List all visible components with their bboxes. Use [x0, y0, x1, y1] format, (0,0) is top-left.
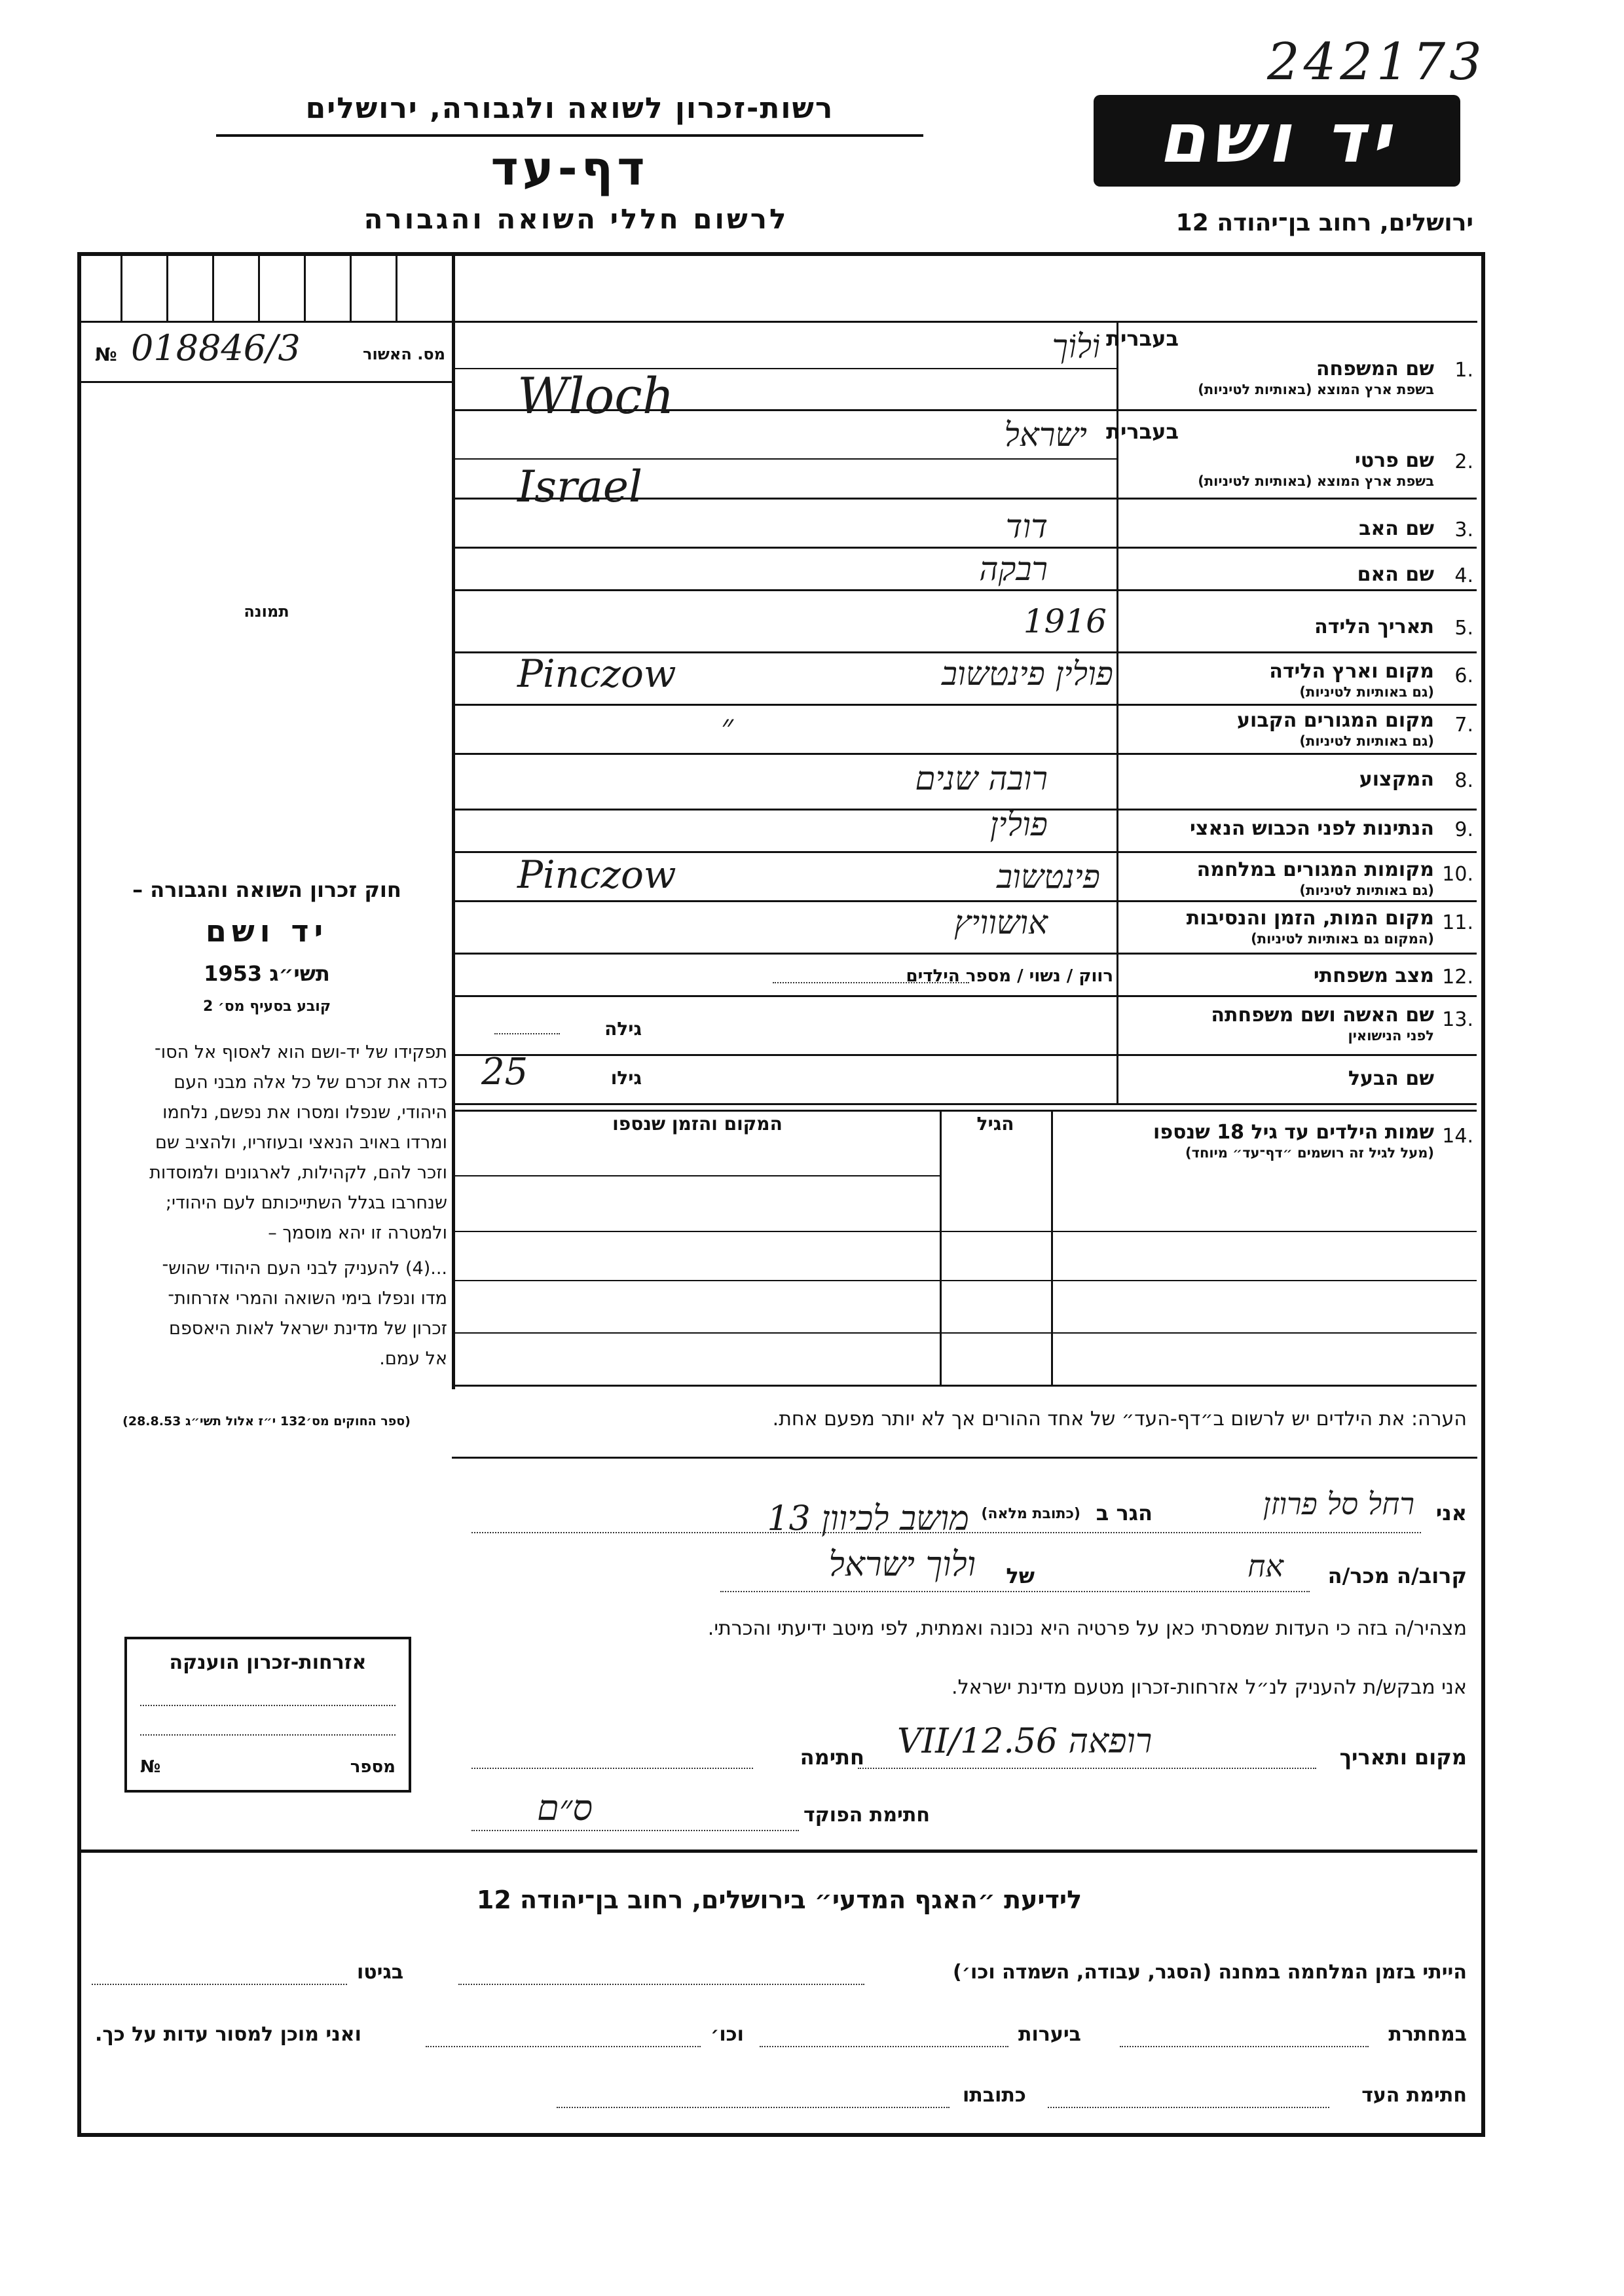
- address-dotted-line: [471, 1532, 1421, 1533]
- law-title-1: חוק זכרון השואה והגבורה –: [132, 877, 401, 902]
- children-place-header: המקום והזמן שנספו: [612, 1113, 783, 1135]
- approval-grid: [81, 256, 452, 321]
- approval-number: 018846/3: [131, 327, 301, 369]
- profession-value: רובה שנים: [915, 759, 1048, 797]
- field-label-wartime-residence: מקומות המגורים במלחמה (גם באותיות לטיניות): [1196, 858, 1434, 898]
- footer-address-dots: [557, 2107, 950, 2108]
- law-line: תפקידו של יד-ושם הוא לאסוף אל הסו־: [154, 1042, 447, 1063]
- field-label-wife-name: שם האשה ושם משפחתה לפני הנישואין: [1211, 1004, 1434, 1044]
- row-divider: [452, 1103, 1477, 1105]
- birth-place-hebrew: פולין פינטשוב: [941, 655, 1113, 693]
- children-age-header: הגיל: [976, 1113, 1014, 1135]
- row-divider: [452, 704, 1477, 706]
- form-title: דף-עד: [490, 141, 649, 196]
- law-source: (ספר החוקים מס׳132 י״ז אלול תשי״ג 28.8.53): [122, 1414, 411, 1429]
- family-name-latin: Wloch: [517, 367, 674, 425]
- officer-dotted-line: [471, 1830, 799, 1831]
- field-number: 1.: [1454, 359, 1473, 382]
- law-line: זכרון של מדינת ישראל לאות היאספם: [169, 1319, 447, 1339]
- latin-line: [452, 458, 1116, 460]
- citizenship-dotted-line: [140, 1734, 396, 1736]
- law-line: אל עמם.: [379, 1349, 447, 1369]
- husband-age-label: גילו: [610, 1067, 642, 1089]
- wartime-residence-hebrew: פינטשוב: [996, 858, 1100, 896]
- law-clause: קובע בסעיף מס׳ 2: [202, 998, 331, 1015]
- law-year: תשי״ג 1953: [204, 961, 330, 986]
- marital-dotted-line: [773, 982, 969, 983]
- approval-label: מס. האשור: [363, 345, 445, 363]
- law-title-2: יד ושם: [205, 913, 329, 949]
- officer-signature-label: חתימת הפוקד: [803, 1804, 930, 1827]
- footer-title: לידיעת ״האגף המדעי״ בירושלים, רחוב בן־יהודה 12: [476, 1886, 1082, 1914]
- mother-name-value: רבקה: [979, 550, 1048, 588]
- field-label-mother-name: שם האם: [1357, 563, 1434, 586]
- declaration-statement: מצהיר/ה בזה כי העדות שמסרתי כאן על פרטיה היא נכונה ואמתית, לפי מיטב ידיעתי והכרתי.: [707, 1617, 1467, 1640]
- children-row-line: [452, 1332, 1477, 1334]
- footer-address-label: כתובתו: [963, 2084, 1026, 2107]
- citizenship-box: [124, 1637, 411, 1793]
- field-label-marital-status: מצב משפחתי: [1313, 964, 1434, 987]
- children-row-line: [452, 1231, 1477, 1232]
- place-date-dotted-line: [858, 1768, 1316, 1769]
- footer-underground-dots: [1120, 2046, 1369, 2047]
- field-label-first-name: שם פרטי בשפת ארץ המוצא (באותיות לטיניות): [1198, 449, 1434, 489]
- relative-label: קרוב/ה מכר/ה: [1327, 1563, 1467, 1588]
- address-hint: (כתובת מלאה): [981, 1506, 1080, 1522]
- law-line: מדו ונפלו בימי השואה והמרי אזרחות־: [168, 1288, 447, 1309]
- hebrew-tag: בעברית: [1106, 419, 1179, 444]
- footer-camp-dots: [458, 1984, 864, 1985]
- row-divider: [452, 900, 1477, 902]
- children-col-divider: [1051, 1110, 1053, 1385]
- field-number: 7.: [1454, 714, 1473, 737]
- footer-testify: ואני מוכן למסור עדות על כך.: [95, 2023, 361, 2046]
- law-line: ...(4) להעניק לבני העם היהודי שהוש־: [162, 1258, 447, 1279]
- address: ירושלים, רחוב בן־יהודה 12: [1175, 210, 1473, 236]
- row-divider: [452, 1054, 1477, 1056]
- field-label-residence: מקום המגורים הקבוע (גם באותיות לטיניות): [1237, 709, 1434, 749]
- field-number: 14.: [1442, 1125, 1473, 1148]
- children-row-line: [452, 1280, 1477, 1281]
- signature-label: חתימה: [800, 1745, 864, 1770]
- law-line: כדה את זכרם של כל אלה מבני העם: [174, 1072, 447, 1093]
- field-label-profession: המקצוע: [1359, 768, 1434, 791]
- field-label-birth-date: תאריך הלידה: [1314, 615, 1434, 638]
- law-line: שנחרבו בגלל השתייכותם לעם היהודי;: [165, 1193, 447, 1213]
- first-name-latin: Israel: [517, 462, 643, 512]
- authority-name: רשות-זכרון לשואה ולגבורה, ירושלים: [305, 92, 834, 125]
- approval-underline: [81, 381, 452, 383]
- approval-row: [92, 327, 445, 376]
- field-label-husband-name: שם הבעל: [1348, 1067, 1434, 1090]
- no-sign: №: [95, 344, 117, 365]
- of-value: ולוך ישראל: [828, 1545, 976, 1584]
- sidebar-divider: [452, 252, 455, 1389]
- photo-label: תמונה: [244, 602, 289, 621]
- first-name-hebrew: ישראל: [1004, 416, 1087, 454]
- officer-signature: ס״ם: [537, 1787, 593, 1829]
- archive-stamp-number: 242173: [1267, 33, 1486, 92]
- row-divider: [452, 995, 1477, 997]
- field-label-nationality: הנתינות לפני הכבוש הנאצי: [1190, 817, 1434, 840]
- declarant-name: רחל סל פרוזן: [1263, 1486, 1414, 1522]
- note-divider: [452, 1457, 1477, 1459]
- footer-witness-dots: [1048, 2107, 1329, 2108]
- hebrew-tag: בעברית: [1106, 326, 1179, 351]
- declaration-resides: הגר ב: [1096, 1501, 1153, 1525]
- field-number: 10.: [1442, 863, 1473, 886]
- row-divider: [452, 953, 1477, 955]
- children-row-line: [452, 1385, 1477, 1387]
- citizenship-dotted-line: [140, 1705, 396, 1706]
- death-place-value: אושוויץ: [954, 903, 1048, 941]
- law-paragraph-1: [84, 1038, 447, 1248]
- field-number: 12.: [1442, 966, 1473, 989]
- children-note: הערה: את הילדים יש לרשום ב״דף-העד״ של אחד ההורים אך לא יותר מפעם אחת.: [772, 1408, 1467, 1430]
- place-date-label: מקום ותאריך: [1339, 1745, 1467, 1770]
- footer-witness-sig-label: חתימת העד: [1361, 2084, 1467, 2107]
- place-date-value: רופאה VII/12.56: [897, 1722, 1153, 1761]
- footer-forests-dots: [760, 2046, 1008, 2047]
- law-line: וזכר להם, לקהילות, לארגונים ולמוסדות: [149, 1163, 447, 1183]
- birth-place-latin: Pinczow: [517, 651, 676, 696]
- field-label-father-name: שם האב: [1359, 517, 1434, 540]
- citizenship-request: אני מבקש/ת להעניק לנ״ל אזרחות-זכרון מטעם מדינת ישראל.: [951, 1676, 1467, 1699]
- children-header-line: [452, 1175, 940, 1176]
- footer-ghetto-label: בגיטו: [357, 1961, 404, 1984]
- field-number: 5.: [1454, 617, 1473, 640]
- relative-value: אח: [1247, 1548, 1283, 1584]
- declaration-i: אני: [1435, 1501, 1467, 1525]
- row-divider: [452, 589, 1477, 591]
- law-line: היהודי, שנפלו ומסרו את נפשם, נלחמו: [162, 1102, 447, 1123]
- field-number: 4.: [1454, 564, 1473, 587]
- top-strip-bottom: [81, 321, 1477, 323]
- wartime-residence-latin: Pinczow: [517, 852, 676, 897]
- row-divider: [452, 1110, 1477, 1112]
- footer-etc-label: וכו׳: [710, 2023, 744, 2046]
- field-label-birth-place: מקום וארץ הלידה (גם באותיות לטיניות): [1269, 660, 1434, 700]
- field-label-death-place: מקום המות, הזמן והנסיבות (המקום גם באותיות לטיניות): [1186, 907, 1434, 947]
- footer-camp-label: הייתי בזמן המלחמה במחנה (הסגר, עבודה, השמדה וכו׳): [953, 1961, 1467, 1984]
- wife-age-label: גילה: [604, 1018, 642, 1040]
- relative-dotted-line: [720, 1591, 1310, 1592]
- field-number: 3.: [1454, 519, 1473, 541]
- field-label-family-name: שם המשפחה בשפת ארץ המוצא (באותיות לטיניות): [1198, 357, 1434, 397]
- marital-status-options: רווק / נשוי / מספר הילדים: [906, 966, 1113, 986]
- field-number: 13.: [1442, 1008, 1473, 1031]
- birth-date-value: 1916: [1023, 602, 1107, 640]
- signature-dotted-line: [471, 1768, 753, 1769]
- of-label: של: [1006, 1563, 1035, 1588]
- row-divider: [452, 753, 1477, 755]
- residence-value: ״: [721, 707, 733, 745]
- header-rule: [216, 134, 923, 137]
- law-line: ומרדו באויב הנאצי ובעוזריו, ולהציב שם: [155, 1133, 447, 1153]
- row-divider: [452, 547, 1477, 549]
- footer-divider: [81, 1850, 1477, 1853]
- footer-etc-dots: [426, 2046, 701, 2047]
- row-divider: [452, 809, 1477, 811]
- field-number: 11.: [1442, 911, 1473, 934]
- declarant-address: מושב לכיוון 13: [767, 1499, 969, 1539]
- logo-text: יד ושם: [1158, 98, 1395, 178]
- field-number: 8.: [1454, 769, 1473, 792]
- children-col-divider: [940, 1110, 942, 1385]
- nationality-value: פולין: [989, 805, 1048, 843]
- footer-underground-label: במחתרת: [1388, 2023, 1467, 2046]
- wife-age-dots: [494, 1033, 560, 1034]
- field-number: 2.: [1454, 450, 1473, 473]
- family-name-hebrew: וֹלוֹך: [1052, 327, 1100, 365]
- citizenship-title: אזרחות-זכרון הוענקה: [169, 1651, 367, 1674]
- husband-age-value: 25: [481, 1051, 528, 1093]
- father-name-value: דוד: [1005, 507, 1048, 545]
- footer-ghetto-dots: [92, 1984, 347, 1985]
- no-sign: №: [140, 1757, 161, 1777]
- law-paragraph-2: [84, 1254, 447, 1374]
- citizenship-number-label: מספר: [350, 1757, 396, 1777]
- field-number: 6.: [1454, 665, 1473, 687]
- field-number: 9.: [1454, 818, 1473, 841]
- children-label: שמות הילדים עד גיל 18 שנספו (מעל לגיל זה רושמים ״דף־עד״ מיוחד): [1153, 1121, 1434, 1161]
- law-line: ולמטרה זו יהא מוסמך –: [268, 1223, 447, 1243]
- form-subtitle: לרשום חללי השואה והגבורה: [363, 203, 789, 235]
- footer-forests-label: ביערות: [1018, 2023, 1081, 2046]
